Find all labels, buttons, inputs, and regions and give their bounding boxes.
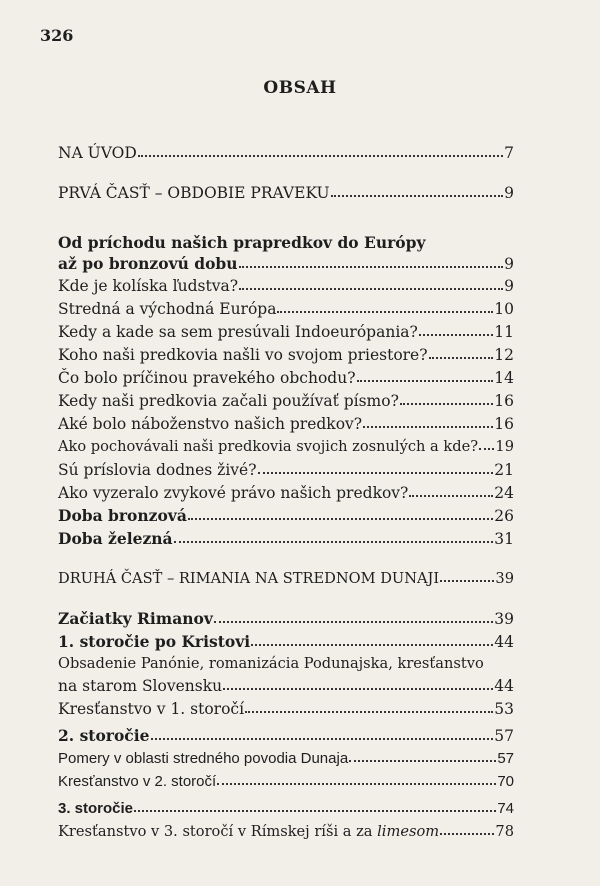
dot-leader bbox=[349, 758, 496, 762]
toc-label: 2. storočie bbox=[58, 726, 150, 745]
toc-page: 12 bbox=[494, 346, 514, 364]
toc-page: 39 bbox=[495, 570, 514, 587]
toc-page: 31 bbox=[494, 530, 514, 548]
dot-leader bbox=[245, 709, 493, 713]
dot-leader bbox=[400, 401, 493, 405]
dot-leader bbox=[440, 578, 494, 582]
toc-entry bbox=[58, 298, 514, 320]
toc-label bbox=[58, 821, 439, 843]
dot-leader bbox=[409, 493, 493, 497]
toc-label: Kedy naši predkovia začali používať písmo? bbox=[58, 392, 399, 410]
toc-entry-obsadenie bbox=[58, 675, 514, 697]
toc-label: Ako pochovávali naši predkovia svojich zosnulých a kde? bbox=[58, 438, 479, 455]
dot-leader bbox=[251, 642, 493, 646]
dot-leader bbox=[188, 516, 493, 520]
toc-label-main: Kresťanstvo v 3. storočí v Rímskej ríši a za bbox=[58, 823, 378, 840]
toc-label: Aké bolo náboženstvo našich predkov? bbox=[58, 415, 363, 433]
toc-entry bbox=[58, 344, 514, 366]
toc-label: Obsadenie Panónie, romanizácia Podunajska, kresťanstvo bbox=[58, 655, 484, 672]
toc-entry bbox=[58, 436, 514, 458]
toc-label: Ako vyzeralo zvykové právo našich predkov? bbox=[58, 484, 409, 502]
toc-page: 44 bbox=[494, 677, 514, 695]
toc-label: 3. storočie bbox=[58, 800, 134, 817]
toc-label: až po bronzovú dobu bbox=[58, 254, 238, 273]
toc-entry-obsadenie-line1 bbox=[58, 653, 514, 675]
toc-label: na starom Slovensku bbox=[58, 677, 223, 695]
toc-page: 57 bbox=[494, 727, 514, 745]
toc-entry bbox=[58, 459, 514, 481]
dot-leader bbox=[429, 355, 494, 359]
toc-entry bbox=[58, 367, 514, 389]
toc-label-italic: limesom bbox=[377, 823, 440, 840]
toc-section-heading bbox=[58, 232, 514, 254]
dot-leader bbox=[138, 153, 503, 157]
toc-page: 16 bbox=[494, 415, 514, 433]
dot-leader bbox=[223, 686, 493, 690]
toc-label: Kresťanstvo v 1. storočí bbox=[58, 700, 245, 718]
dot-leader bbox=[217, 781, 496, 785]
toc-page: 74 bbox=[497, 800, 514, 817]
dot-leader bbox=[277, 309, 493, 313]
dot-leader bbox=[134, 808, 496, 812]
toc-label: DRUHÁ ČASŤ – RIMANIA NA STREDNOM DUNAJI bbox=[58, 570, 440, 587]
toc-label: Začiatky Rimanov bbox=[58, 609, 213, 628]
toc-entry-stor3 bbox=[58, 798, 514, 820]
toc-label: Pomery v oblasti stredného povodia Dunaja bbox=[58, 750, 349, 767]
toc-entry-part1 bbox=[58, 182, 514, 204]
page-title: OBSAH bbox=[263, 78, 337, 98]
toc-entry bbox=[58, 390, 514, 412]
dot-leader bbox=[174, 539, 494, 543]
toc-label: Doba železná bbox=[58, 529, 173, 548]
toc-page: 11 bbox=[494, 323, 514, 341]
dot-leader bbox=[363, 424, 493, 428]
toc-page: 7 bbox=[504, 144, 514, 162]
toc-entry-krest3 bbox=[58, 821, 514, 843]
toc-label: Doba bronzová bbox=[58, 506, 187, 525]
toc-entry-stor2 bbox=[58, 725, 514, 747]
dot-leader bbox=[419, 332, 493, 336]
toc-page: 9 bbox=[504, 277, 514, 295]
dot-leader bbox=[214, 619, 493, 623]
toc-label: Sú príslovia dodnes živé? bbox=[58, 461, 257, 479]
dot-leader bbox=[331, 193, 504, 197]
toc-entry-uvod bbox=[58, 142, 514, 164]
toc-page: 9 bbox=[504, 255, 514, 273]
toc-entry-part2 bbox=[58, 568, 514, 590]
toc-page: 26 bbox=[494, 507, 514, 525]
toc-label: Od príchodu našich prapredkov do Európy bbox=[58, 233, 426, 252]
toc-label: PRVÁ ČASŤ – OBDOBIE PRAVEKU bbox=[58, 184, 330, 202]
toc-label: Kedy a kade sa sem presúvali Indoeurópania? bbox=[58, 323, 418, 341]
toc-entry bbox=[58, 275, 514, 297]
toc-entry-doba-zelezna bbox=[58, 528, 514, 550]
toc-page: 57 bbox=[497, 750, 514, 767]
toc-entry-krest2 bbox=[58, 771, 514, 793]
toc-label: 1. storočie po Kristovi bbox=[58, 632, 251, 651]
toc-page: 39 bbox=[494, 610, 514, 628]
toc-entry-pomery bbox=[58, 748, 514, 770]
toc-page: 21 bbox=[494, 461, 514, 479]
toc-label: Kde je kolíska ľudstva? bbox=[58, 277, 239, 295]
toc-entry-krest1 bbox=[58, 698, 514, 720]
toc-entry-sec1 bbox=[58, 253, 514, 275]
toc-page: 78 bbox=[495, 823, 514, 840]
toc-page: 53 bbox=[494, 700, 514, 718]
toc-page: 14 bbox=[494, 369, 514, 387]
dot-leader bbox=[239, 286, 503, 290]
toc-entry-stor1 bbox=[58, 631, 514, 653]
dot-leader bbox=[357, 378, 494, 382]
toc-entry bbox=[58, 321, 514, 343]
dot-leader bbox=[258, 470, 494, 474]
toc-label: NA ÚVOD bbox=[58, 144, 137, 162]
toc-page: 19 bbox=[495, 438, 514, 455]
dot-leader bbox=[440, 831, 494, 835]
toc-page: 44 bbox=[494, 633, 514, 651]
toc-entry-zaciatky bbox=[58, 608, 514, 630]
page-number: 326 bbox=[40, 26, 74, 45]
toc-page: 9 bbox=[504, 184, 514, 202]
toc-label: Koho naši predkovia našli vo svojom priestore? bbox=[58, 346, 428, 364]
toc-entry bbox=[58, 482, 514, 504]
dot-leader bbox=[479, 446, 494, 450]
toc-page: 24 bbox=[494, 484, 514, 502]
toc-label: Kresťanstvo v 2. storočí bbox=[58, 773, 217, 790]
toc-entry-doba-bronzova bbox=[58, 505, 514, 527]
toc-label: Stredná a východná Európa bbox=[58, 300, 277, 318]
toc-label: Čo bolo príčinou pravekého obchodu? bbox=[58, 369, 356, 387]
toc-page: 70 bbox=[497, 773, 514, 790]
toc-page: 16 bbox=[494, 392, 514, 410]
dot-leader bbox=[151, 736, 494, 740]
toc-entry bbox=[58, 413, 514, 435]
toc-page: 10 bbox=[494, 300, 514, 318]
dot-leader bbox=[239, 264, 504, 268]
